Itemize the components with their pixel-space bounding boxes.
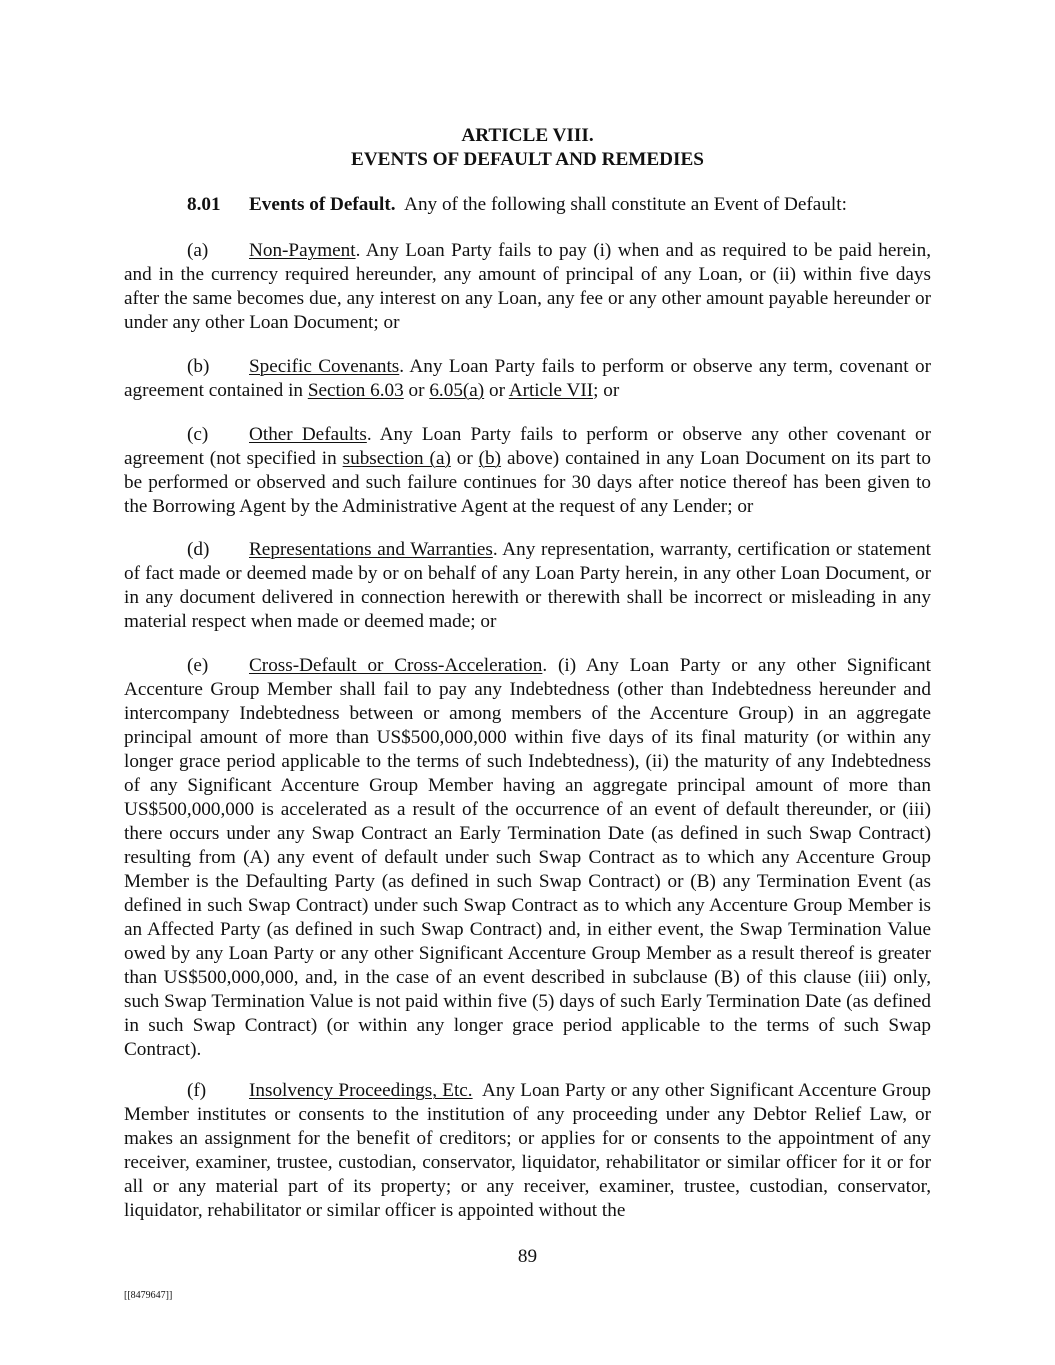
article-heading xyxy=(124,124,931,172)
paragraph-text: or xyxy=(450,448,479,469)
article-title: EVENTS OF DEFAULT AND REMEDIES xyxy=(351,149,704,170)
paragraph-label: (d) xyxy=(187,539,210,560)
paragraph-label: (c) xyxy=(187,424,209,445)
cross-reference-link: subsection (a) xyxy=(342,448,451,469)
paragraph-text: ; or xyxy=(593,380,620,401)
paragraph-label: (b) xyxy=(187,356,210,377)
paragraph-text: Any Loan Party or any other Significant Accenture Group Member institutes or consents to the institution of any proceeding under any Debtor Relief Law, or makes an assignment for the benefit of creditors; or applies for or consents to the appointment of any receiver, examiner, trustee, custodian, conservator, liquidator, rehabilitator or similar officer for it or for all or any material part of its property; or any receiver, examiner, trustee, custodian, conservator, liquidator, rehabilitator or similar officer is appointed without the xyxy=(124,1080,936,1221)
section-number: 8.01 xyxy=(187,194,221,215)
section-intro: Any of the following shall constitute an Event of Default: xyxy=(395,194,847,215)
paragraph-heading: Other Defaults xyxy=(249,424,367,445)
paragraph-text: . Any Loan Party fails to pay (i) when and as required to be paid herein, and in the currency required hereunder, any amount of principal of any Loan, or (ii) within five days after the same becomes due, any interest on any Loan, any fee or any other amount payable hereunder or under any other Loan Document; or xyxy=(124,240,931,333)
document-id: [[8479647]] xyxy=(124,1290,173,1301)
cross-reference-link: 6.05(a) xyxy=(429,380,485,401)
paragraph-d-representations xyxy=(124,538,931,634)
paragraph-heading: Non-Payment xyxy=(249,240,356,261)
paragraph-text: above) contained in any Loan Document on its part to be performed or observed and such failure continues for 30 days after notice thereof has been given to the Borrowing Agent by the Administrative Agent at the request of any Lender; or xyxy=(124,448,931,517)
paragraph-f-insolvency xyxy=(124,1079,936,1223)
paragraph-text: . Any Loan Party fails to perform or observe any other covenant or agreement (not specified in xyxy=(124,424,931,469)
paragraph-heading: Representations and Warranties xyxy=(249,539,493,560)
section-title: Events of Default. xyxy=(249,194,396,215)
article-number: ARTICLE VIII. xyxy=(461,125,594,146)
paragraph-label: (a) xyxy=(187,240,209,261)
paragraph-label: (f) xyxy=(187,1080,207,1101)
paragraph-text: or xyxy=(484,380,509,401)
paragraph-text: . Any representation, warranty, certification or statement of fact made or deemed made by or on behalf of any Loan Party herein, in any other Loan Document, or in any document delivered in connection herewith or therewith shall be incorrect or misleading in any material respect when made or deemed made; or xyxy=(124,539,931,632)
cross-reference-link: Section 6.03 xyxy=(307,380,404,401)
cross-reference-link: (b) xyxy=(478,448,502,469)
paragraph-text: . Any Loan Party fails to perform or observe any term, covenant or agreement contained in xyxy=(124,356,931,401)
paragraph-text: or xyxy=(403,380,430,401)
cross-reference-link: Article VII xyxy=(508,380,594,401)
page-number: 89 xyxy=(517,1246,538,1267)
paragraph-b-specific-covenants xyxy=(124,355,931,403)
paragraph-c-other-defaults xyxy=(124,423,931,519)
paragraph-heading: Specific Covenants xyxy=(249,356,400,377)
paragraph-label: (e) xyxy=(187,655,209,676)
paragraph-text: . (i) Any Loan Party or any other Significant Accenture Group Member shall fail to pay any Indebtedness (other than Indebtedness hereunder and intercompany Indebtedness between or among members of the Accenture Group) in an aggregate principal amount of more than US$500,000,000 within five days of its final maturity (or within any longer grace period applicable to the terms of such Indebtedness), (ii) the maturity of any Indebtedness of any Significant Accenture Group Member having an aggregate principal amount of more than US$500,000,000 is accelerated as a result of the occurrence of an event of default thereunder, or (iii) there occurs under any Swap Contract an Early Termination Date (as defined in such Swap Contract) resulting from (A) any event of default under such Swap Contract as to which any Accenture Group Member is the Defaulting Party (as defined in such Swap Contract) or (B) any Termination Event (as defined in such Swap Contract) under such Swap Contract as to which any Accenture Group Member is an Affected Party (as defined in such Swap Contract) and, in either event, the Swap Termination Value owed by any Loan Party or any other Significant Accenture Group Member as a result thereof is greater than US$500,000,000, and, in the case of an event described in subclause (B) of this clause (iii) only, such Swap Termination Value is not paid within five (5) days of such Early Termination Date (as defined in such Swap Contract) (or within any longer grace period applicable to the terms of such Swap Contract). xyxy=(124,655,931,1060)
section-heading xyxy=(187,193,847,217)
paragraph-heading: Cross-Default or Cross-Acceleration xyxy=(249,655,543,676)
paragraph-e-cross-default xyxy=(124,654,931,1062)
paragraph-a-non-payment xyxy=(124,239,931,335)
paragraph-heading: Insolvency Proceedings, Etc. xyxy=(249,1080,473,1101)
